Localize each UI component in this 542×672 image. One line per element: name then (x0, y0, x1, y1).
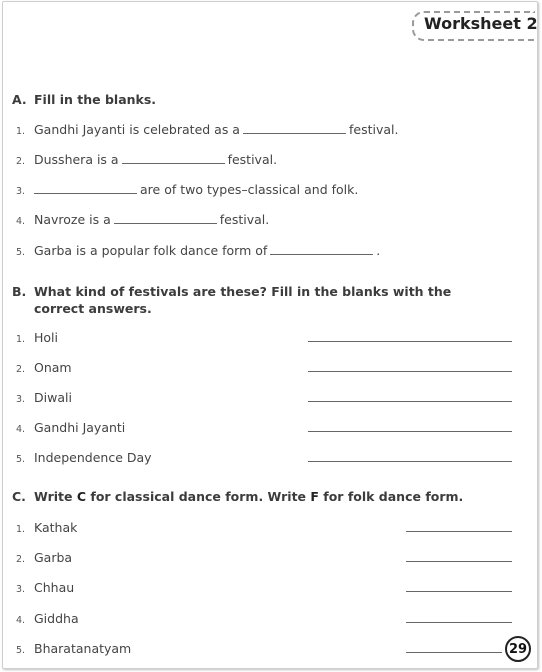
item-text: Independence Day (34, 450, 152, 465)
section-b-heading (12, 283, 451, 317)
section-a-title: Fill in the blanks. (34, 92, 157, 107)
section-c-item (16, 550, 72, 565)
section-b-item (16, 360, 72, 375)
section-c-heading (12, 489, 463, 504)
answer-line[interactable] (308, 431, 512, 432)
item-text: Bharatanatyam (34, 641, 132, 656)
section-a-item (16, 152, 277, 167)
item-text: Chhau (34, 580, 75, 595)
fill-blank[interactable] (270, 254, 373, 255)
answer-line[interactable] (406, 531, 512, 532)
item-number: 2. (16, 156, 26, 167)
section-c-item (16, 611, 79, 626)
item-number: 4. (16, 424, 26, 435)
section-c-item (16, 580, 74, 595)
section-c-title-part: for folk dance form. (323, 489, 464, 504)
fill-blank[interactable] (122, 163, 225, 164)
item-text-after: are of two types–classical and folk. (140, 182, 359, 197)
item-number: 5. (16, 645, 26, 656)
item-number: 1. (16, 524, 26, 535)
item-number: 3. (16, 584, 26, 595)
section-b-item (16, 420, 125, 435)
item-number: 4. (16, 615, 26, 626)
item-text-after: festival. (348, 122, 399, 137)
item-text-after: . (376, 243, 381, 258)
item-text: Gandhi Jayanti (34, 420, 126, 435)
answer-line[interactable] (406, 622, 512, 623)
section-c-title-part: Write (34, 489, 73, 504)
item-text: Kathak (34, 520, 78, 535)
section-c-letter: C. (12, 489, 26, 504)
item-number: 1. (16, 126, 26, 137)
item-text: Diwali (34, 390, 72, 405)
item-text-after: festival. (219, 212, 270, 227)
answer-line[interactable] (406, 591, 512, 592)
item-text: Giddha (34, 611, 79, 626)
section-c-item (16, 641, 131, 656)
item-text: Navroze is a (34, 212, 111, 227)
section-c-letter-c: C (76, 489, 87, 504)
section-a-item (16, 212, 269, 227)
answer-line[interactable] (308, 341, 512, 342)
page-number: 29 (505, 636, 531, 662)
item-number: 2. (16, 554, 26, 565)
fill-blank[interactable] (34, 193, 137, 194)
item-text: Holi (34, 330, 58, 345)
item-text: Garba (34, 550, 73, 565)
section-a-item (16, 122, 398, 137)
answer-line[interactable] (308, 371, 512, 372)
section-b-title-line1: What kind of festivals are these? Fill in the blanks with the (34, 284, 452, 299)
worksheet-title: Worksheet 2 (424, 14, 538, 33)
item-number: 2. (16, 364, 26, 375)
answer-line[interactable] (308, 461, 512, 462)
item-number: 3. (16, 394, 26, 405)
fill-blank[interactable] (114, 223, 217, 224)
section-b-item (16, 330, 58, 345)
item-number: 3. (16, 186, 26, 197)
section-a-heading (12, 92, 156, 107)
item-text: Onam (34, 360, 72, 375)
answer-line[interactable] (406, 561, 512, 562)
section-c-item (16, 520, 77, 535)
section-b-title-line2: correct answers. (34, 301, 152, 316)
section-b-letter: B. (12, 284, 27, 299)
item-number: 1. (16, 334, 26, 345)
section-a-item (16, 182, 358, 197)
item-text: Garba is a popular folk dance form of (34, 243, 268, 258)
item-text: Gandhi Jayanti is celebrated as a (34, 122, 240, 137)
section-a-letter: A. (12, 92, 27, 107)
fill-blank[interactable] (243, 133, 346, 134)
section-c-title-part: for classical dance form. Write (90, 489, 307, 504)
item-number: 5. (16, 454, 26, 465)
item-number: 4. (16, 216, 26, 227)
section-b-item (16, 450, 152, 465)
item-number: 5. (16, 247, 26, 258)
section-b-item (16, 390, 72, 405)
answer-line[interactable] (308, 401, 512, 402)
section-c-letter-f: F (310, 489, 319, 504)
answer-line[interactable] (406, 652, 502, 653)
item-text: Dusshera is a (34, 152, 119, 167)
section-a-item (16, 243, 380, 258)
item-text-after: festival. (227, 152, 278, 167)
